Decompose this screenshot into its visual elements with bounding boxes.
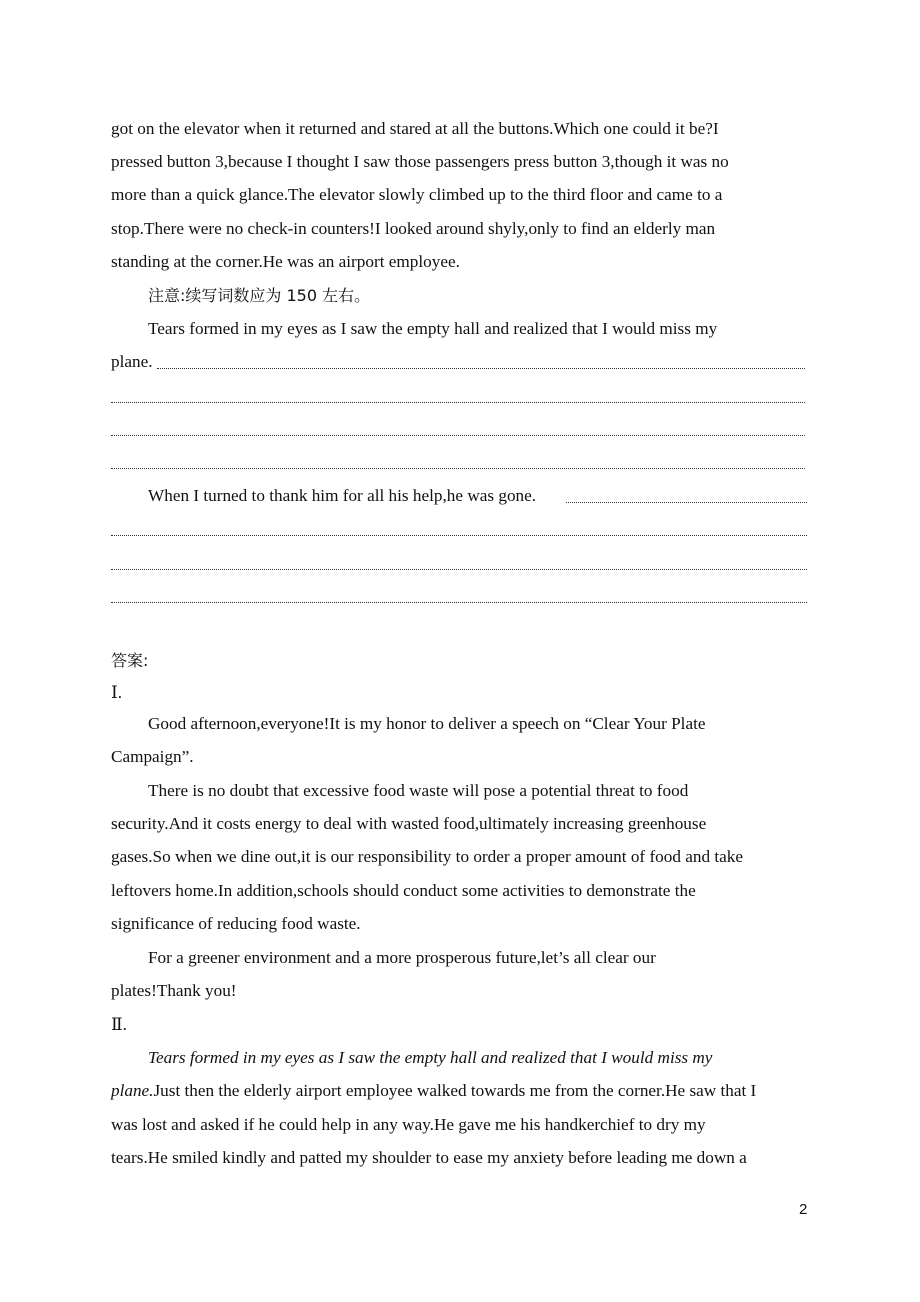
story-line-5: standing at the corner.He was an airport employee. bbox=[111, 252, 460, 271]
answers-heading: 答案: bbox=[111, 651, 149, 670]
section1-line: plates!Thank you! bbox=[111, 981, 237, 1000]
writing-blank-line[interactable] bbox=[111, 402, 805, 403]
section2-italic-lead: Tears formed in my eyes as I saw the empty hall and realized that I would miss my bbox=[148, 1048, 713, 1067]
paragraph2-lead: When I turned to thank him for all his help,he was gone. bbox=[148, 486, 537, 505]
section1-line: There is no doubt that excessive food waste will pose a potential threat to food bbox=[148, 781, 689, 800]
section1-line: gases.So when we dine out,it is our responsibility to order a proper amount of food and take bbox=[111, 847, 743, 866]
section2-line bbox=[111, 1081, 811, 1101]
writing-blank-line[interactable] bbox=[566, 502, 807, 503]
page-number: 2 bbox=[799, 1201, 808, 1218]
writing-blank-line[interactable] bbox=[111, 569, 807, 570]
section2-line-rest: Just then the elderly airport employee walked towards me from the corner.He saw that I bbox=[153, 1081, 757, 1100]
section1-line: leftovers home.In addition,schools should conduct some activities to demonstrate the bbox=[111, 881, 696, 900]
section2-line: was lost and asked if he could help in any way.He gave me his handkerchief to dry my bbox=[111, 1115, 706, 1134]
story-line-1: got on the elevator when it returned and stared at all the buttons.Which one could it be?I bbox=[111, 119, 719, 138]
word-count-note: 注意:续写词数应为 150 左右。 bbox=[148, 286, 371, 305]
section2-label: Ⅱ. bbox=[111, 1015, 127, 1034]
paragraph1-lead-end: plane. bbox=[111, 352, 153, 371]
section2-line: tears.He smiled kindly and patted my shoulder to ease my anxiety before leading me down a bbox=[111, 1148, 747, 1167]
section2-italic-lead-end: plane. bbox=[111, 1081, 154, 1100]
story-line-3: more than a quick glance.The elevator slowly climbed up to the third floor and came to a bbox=[111, 185, 723, 204]
section1-line: significance of reducing food waste. bbox=[111, 914, 361, 933]
story-line-4: stop.There were no check-in counters!I looked around shyly,only to find an elderly man bbox=[111, 219, 716, 238]
section1-label: Ⅰ. bbox=[111, 683, 123, 702]
section1-line: Good afternoon,everyone!It is my honor to deliver a speech on “Clear Your Plate bbox=[148, 714, 706, 733]
writing-blank-line[interactable] bbox=[111, 602, 807, 603]
paragraph1-lead: Tears formed in my eyes as I saw the empty hall and realized that I would miss my bbox=[148, 319, 718, 338]
writing-blank-line[interactable] bbox=[111, 435, 805, 436]
section1-line: security.And it costs energy to deal with wasted food,ultimately increasing greenhouse bbox=[111, 814, 707, 833]
writing-blank-line[interactable] bbox=[111, 468, 805, 469]
section1-line: Campaign”. bbox=[111, 747, 194, 766]
story-line-2: pressed button 3,because I thought I saw those passengers press button 3,though it was no bbox=[111, 152, 729, 171]
writing-blank-line[interactable] bbox=[157, 368, 805, 369]
section1-line: For a greener environment and a more prosperous future,let’s all clear our bbox=[148, 948, 656, 967]
writing-blank-line[interactable] bbox=[111, 535, 807, 536]
